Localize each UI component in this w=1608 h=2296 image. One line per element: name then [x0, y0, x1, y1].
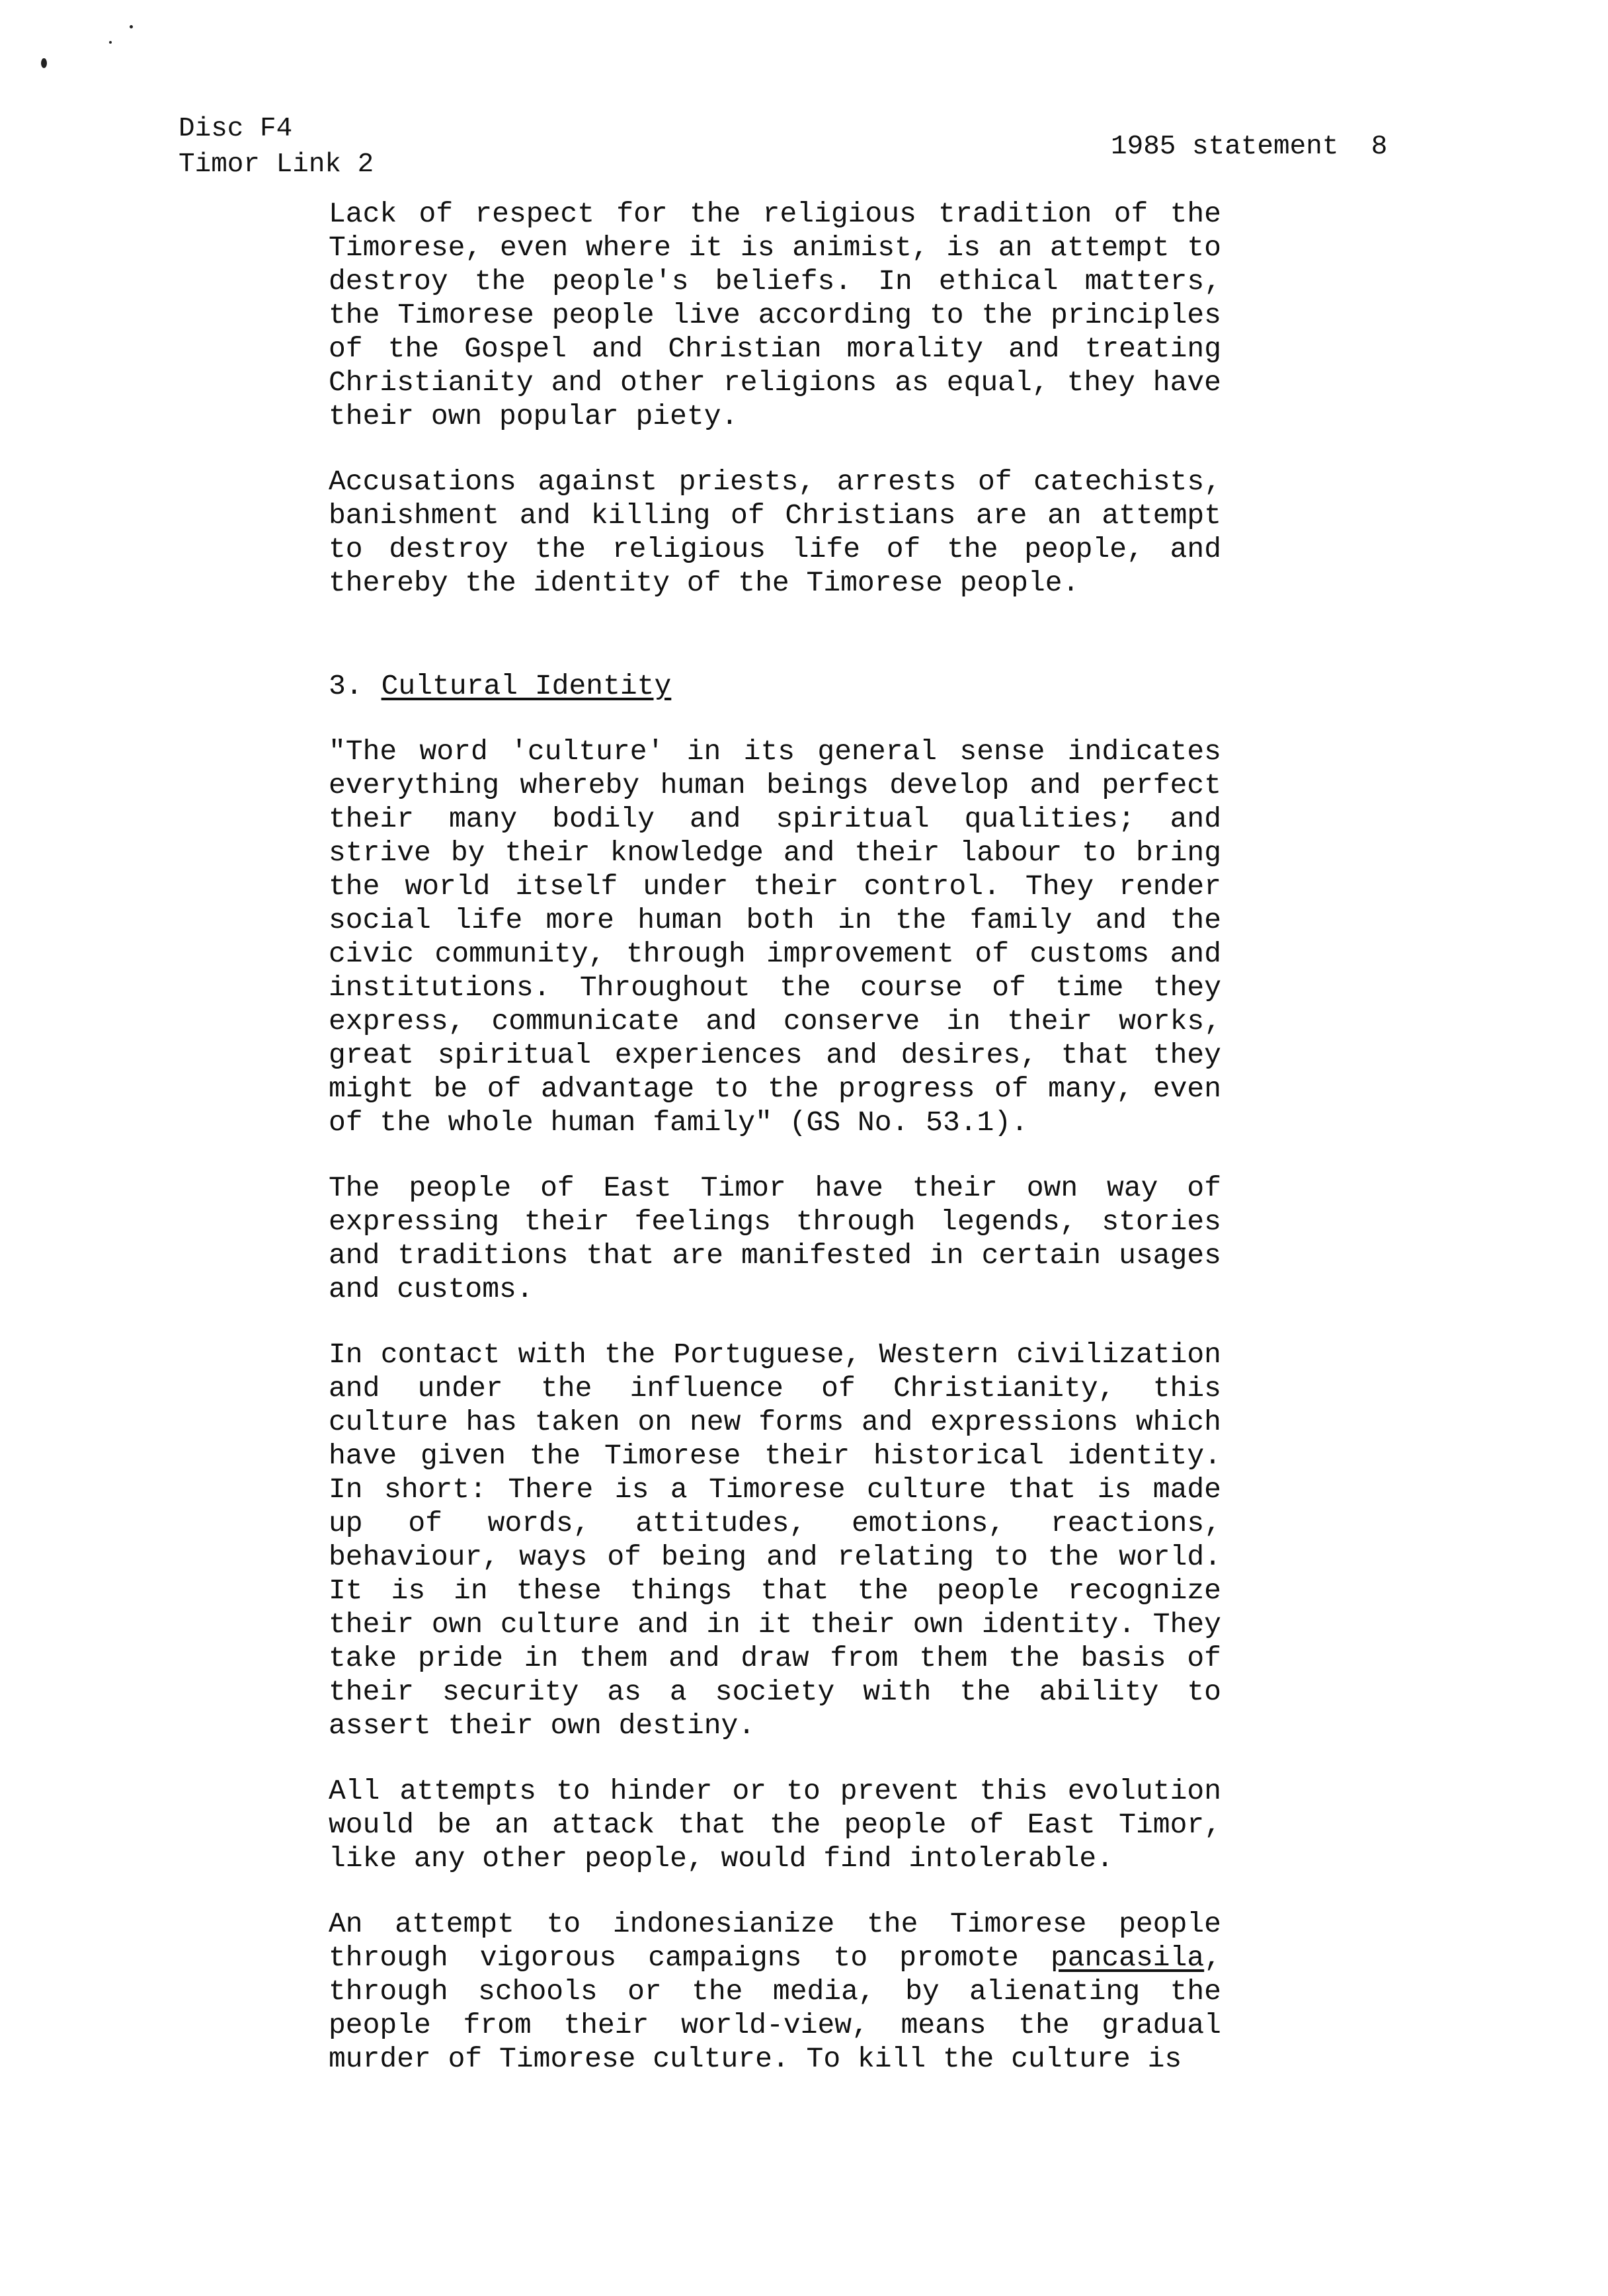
paragraph-indonesianize [329, 1907, 1221, 2076]
document-header-left [179, 111, 374, 183]
statement-label: 1985 statement [1111, 132, 1339, 162]
disc-label: Disc F4 [179, 114, 293, 144]
paragraph-historical-identity: In contact with the Portuguese, Western civilization and under the influence of Christianity, this culture has taken on new forms and expressions which have given the Timorese their historical identity. In short: There is a Timorese culture that is made up of words, attitudes, emotions, reactions, behaviour, ways of being and relating to the world. It is in these things that the people recognize their own culture and in it their own identity. They take pride in them and draw from them the basis of their security as a society with the ability to assert their own destiny. [329, 1338, 1221, 1742]
pancasila-term: pancasila [1050, 1942, 1205, 1974]
indonesianize-text-start: An attempt to indonesianize the Timorese people through vigorous campaigns to promote [329, 1908, 1221, 1974]
section-heading [329, 669, 1221, 703]
document-body [329, 197, 1221, 2108]
section-title: Cultural Identity [381, 670, 672, 702]
project-label: Timor Link 2 [179, 149, 374, 180]
paragraph-accusations: Accusations against priests, arrests of catechists, banishment and killing of Christians are an attempt to destroy the religious life of the people, and thereby the identity of the Timorese people. [329, 466, 1221, 599]
section-number: 3. [329, 670, 363, 702]
scan-speck [130, 25, 133, 28]
scan-speck [41, 58, 47, 68]
paragraph-religious-tradition: Lack of respect for the religious tradition of the Timorese, even where it is animist, is an attempt to destroy the people's beliefs. In ethical matters, the Timorese people live according to the principles of the Gospel and Christian morality and treating Christianity and other religions as equal, they have their own popular piety. [329, 198, 1221, 432]
indonesianize-text-end: , through schools or the media, by alienating the people from their world-view, means the gradual murder of Timorese culture. To kill the culture is [329, 1942, 1221, 2075]
paragraph-hinder-evolution: All attempts to hinder or to prevent this evolution would be an attack that the people of East Timor, like any other people, would find intolerable. [329, 1775, 1221, 1875]
paragraph-culture-quote: "The word 'culture' in its general sense indicates everything whereby human beings develop and perfect their many bodily and spiritual qualities; and strive by their knowledge and their labour to bring the world itself under their control. They render social life more human both in the family and the civic community, through improvement of customs and institutions. Throughout the course of time they express, communicate and conserve in their works, great spiritual experiences and desires, that they might be of advantage to the progress of many, even of the whole human family" (GS No. 53.1). [329, 735, 1221, 1139]
paragraph-people-expression: The people of East Timor have their own way of expressing their feelings through legends, stories and traditions that are manifested in certain usages and customs. [329, 1172, 1221, 1305]
document-header-right [1111, 129, 1387, 165]
page-number: 8 [1371, 132, 1388, 162]
scan-speck [109, 41, 112, 44]
